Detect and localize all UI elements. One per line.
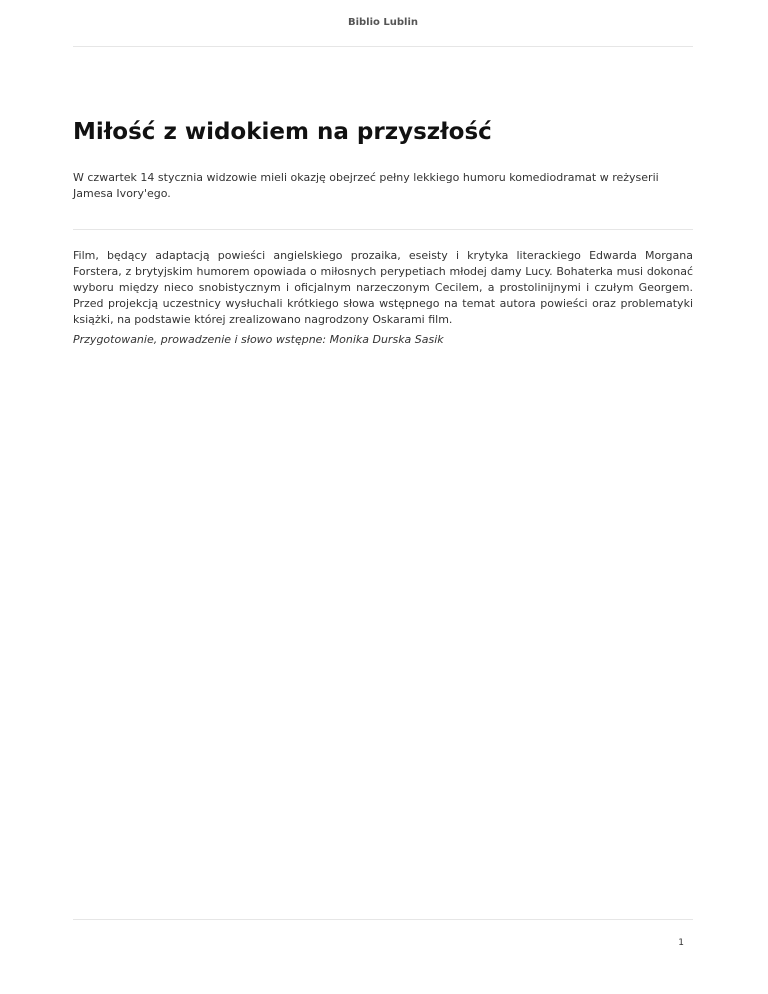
article-lead: W czwartek 14 stycznia widzowie mieli okazję obejrzeć pełny lekkiego humoru komediodramat w reżyserii Jamesa Ivory'ego. (73, 171, 659, 200)
article-title: Miłość z widokiem na przyszłość (73, 119, 492, 145)
article-body: Film, będący adaptacją powieści angielskiego prozaika, eseisty i krytyka literackiego Edwarda Morgana Forstera, z brytyjskim humorem opowiada o miłosnych perypetiach młodej damy Lucy. Bohaterka musi dokonać wyboru między nieco snobistycznym i oficjalnym narzeczonym Cecilem, a prostolinijnymi i czułym Georgem. Przed projekcją uczestnicy wysłuchali krótkiego słowa wstępnego na temat autora powieści oraz problematyki książki, na podstawie której zrealizowano nagrodzony Oskarami film. (73, 249, 693, 326)
footer-divider (73, 919, 693, 920)
site-name: Biblio Lublin (347, 17, 419, 28)
page-number: 1 (678, 938, 684, 948)
article-credits: Przygotowanie, prowadzenie i słowo wstępne: Monika Durska Sasik (73, 333, 444, 346)
section-divider (73, 229, 693, 230)
site-header (73, 0, 693, 47)
